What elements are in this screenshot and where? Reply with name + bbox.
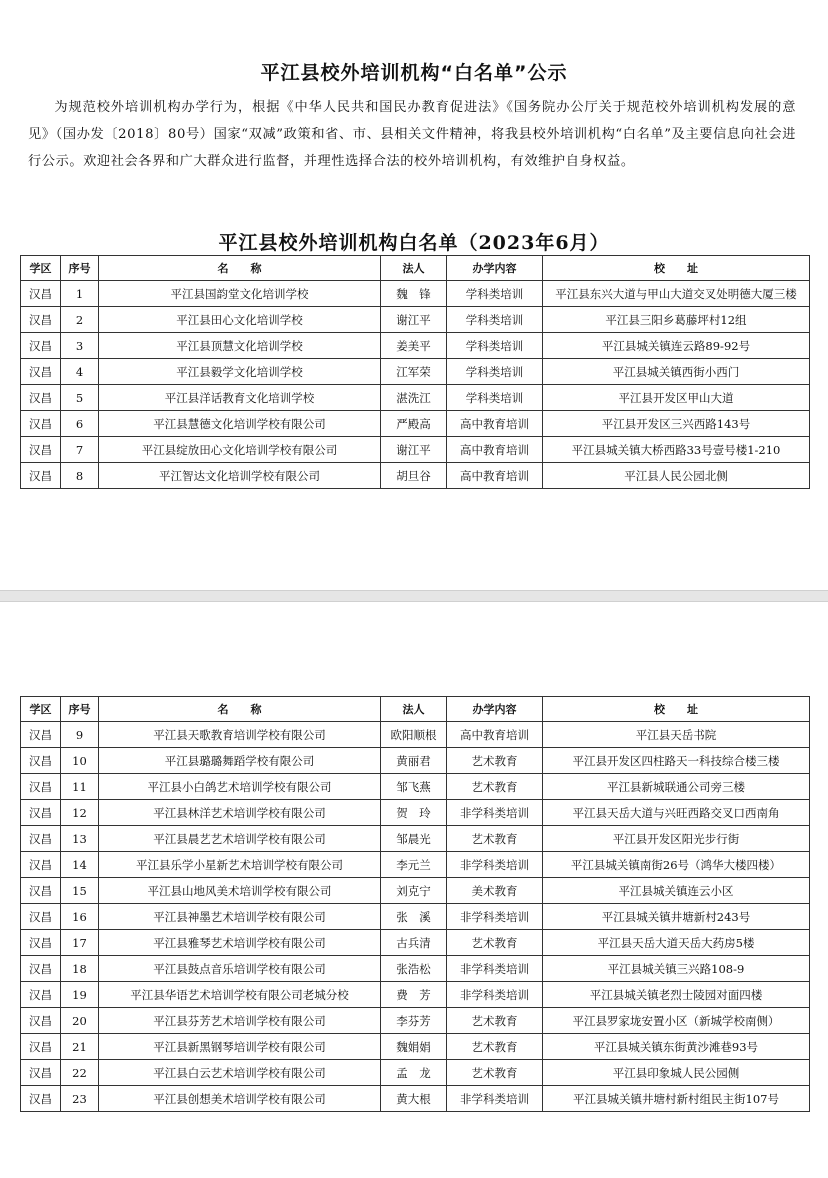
cell-district: 汉昌 [21,1086,61,1112]
cell-address: 平江县城关镇井塘新村243号 [543,904,810,930]
cell-legal: 张 溪 [381,904,447,930]
cell-content: 非学科类培训 [447,904,543,930]
cell-name: 平江县毅学文化培训学校 [99,359,381,385]
cell-address: 平江县新城联通公司旁三楼 [543,774,810,800]
cell-address: 平江县城关镇连云路89-92号 [543,333,810,359]
cell-name: 平江县雅琴艺术培训学校有限公司 [99,930,381,956]
cell-district: 汉昌 [21,281,61,307]
cell-address: 平江县三阳乡葛藤坪村12组 [543,307,810,333]
table-row [21,437,810,463]
cell-district: 汉昌 [21,878,61,904]
cell-name: 平江县神墨艺术培训学校有限公司 [99,904,381,930]
cell-no: 8 [61,463,99,489]
cell-district: 汉昌 [21,748,61,774]
cell-content: 非学科类培训 [447,956,543,982]
cell-address: 平江县城关镇西街小西门 [543,359,810,385]
cell-legal: 邹飞燕 [381,774,447,800]
table-row [21,722,810,748]
whitelist-table-1 [20,255,810,489]
cell-name: 平江县小白鸽艺术培训学校有限公司 [99,774,381,800]
cell-legal: 江军荣 [381,359,447,385]
cell-content: 非学科类培训 [447,800,543,826]
cell-legal: 湛洗江 [381,385,447,411]
cell-no: 5 [61,385,99,411]
header-content: 办学内容 [447,697,543,722]
cell-no: 7 [61,437,99,463]
cell-legal: 孟 龙 [381,1060,447,1086]
cell-content: 学科类培训 [447,359,543,385]
cell-name: 平江县乐学小星新艺术培训学校有限公司 [99,852,381,878]
cell-content: 艺术教育 [447,1008,543,1034]
cell-district: 汉昌 [21,904,61,930]
table-row [21,774,810,800]
cell-legal: 张浩松 [381,956,447,982]
cell-name: 平江县创想美术培训学校有限公司 [99,1086,381,1112]
notice-title: 平江县校外培训机构“白名单”公示 [260,62,568,84]
cell-content: 艺术教育 [447,1034,543,1060]
cell-legal: 黄大根 [381,1086,447,1112]
table-row [21,463,810,489]
table-row [21,904,810,930]
cell-legal: 刘克宁 [381,878,447,904]
cell-content: 艺术教育 [447,930,543,956]
table-row [21,982,810,1008]
cell-content: 美术教育 [447,878,543,904]
cell-address: 平江县天岳书院 [543,722,810,748]
cell-no: 12 [61,800,99,826]
cell-district: 汉昌 [21,800,61,826]
table-row [21,748,810,774]
cell-content: 高中教育培训 [447,411,543,437]
cell-legal: 胡旦谷 [381,463,447,489]
cell-no: 1 [61,281,99,307]
cell-name: 平江智达文化培训学校有限公司 [99,463,381,489]
cell-content: 非学科类培训 [447,852,543,878]
table-header-row [21,256,810,281]
cell-legal: 贺 玲 [381,800,447,826]
table-row [21,800,810,826]
table-row [21,281,810,307]
header-address: 校 址 [543,697,810,722]
cell-address: 平江县城关镇东街黄沙滩巷93号 [543,1034,810,1060]
cell-district: 汉昌 [21,359,61,385]
cell-no: 20 [61,1008,99,1034]
cell-address: 平江县城关镇老烈士陵园对面四楼 [543,982,810,1008]
cell-no: 3 [61,333,99,359]
cell-name: 平江县璐璐舞蹈学校有限公司 [99,748,381,774]
cell-district: 汉昌 [21,385,61,411]
cell-address: 平江县印象城人民公园侧 [543,1060,810,1086]
cell-no: 6 [61,411,99,437]
cell-no: 11 [61,774,99,800]
cell-name: 平江县芬芳艺术培训学校有限公司 [99,1008,381,1034]
cell-legal: 严殿高 [381,411,447,437]
cell-name: 平江县山地风美术培训学校有限公司 [99,878,381,904]
document-page-2 [0,602,828,1178]
cell-legal: 魏 锋 [381,281,447,307]
cell-district: 汉昌 [21,774,61,800]
cell-no: 13 [61,826,99,852]
cell-district: 汉昌 [21,463,61,489]
whitelist-title: 平江县校外培训机构白名单（2023年6月） [218,232,610,254]
cell-address: 平江县开发区甲山大道 [543,385,810,411]
cell-district: 汉昌 [21,826,61,852]
table-row [21,333,810,359]
header-name: 名 称 [99,697,381,722]
cell-legal: 姜美平 [381,333,447,359]
table-row [21,1034,810,1060]
cell-name: 平江县林洋艺术培训学校有限公司 [99,800,381,826]
cell-no: 19 [61,982,99,1008]
cell-district: 汉昌 [21,333,61,359]
cell-name: 平江县鼓点音乐培训学校有限公司 [99,956,381,982]
header-legal: 法人 [381,697,447,722]
table-row [21,956,810,982]
header-no: 序号 [61,697,99,722]
cell-no: 4 [61,359,99,385]
table-row [21,878,810,904]
cell-district: 汉昌 [21,1060,61,1086]
cell-no: 17 [61,930,99,956]
cell-no: 22 [61,1060,99,1086]
cell-legal: 李芬芳 [381,1008,447,1034]
table-row [21,1008,810,1034]
cell-content: 艺术教育 [447,826,543,852]
cell-name: 平江县慧德文化培训学校有限公司 [99,411,381,437]
header-no: 序号 [61,256,99,281]
cell-content: 艺术教育 [447,1060,543,1086]
cell-no: 14 [61,852,99,878]
cell-address: 平江县城关镇三兴路108-9 [543,956,810,982]
cell-legal: 古兵清 [381,930,447,956]
cell-no: 15 [61,878,99,904]
cell-name: 平江县国韵堂文化培训学校 [99,281,381,307]
cell-name: 平江县顶慧文化培训学校 [99,333,381,359]
cell-district: 汉昌 [21,982,61,1008]
cell-legal: 费 芳 [381,982,447,1008]
table-row [21,307,810,333]
cell-name: 平江县晨艺艺术培训学校有限公司 [99,826,381,852]
header-address: 校 址 [543,256,810,281]
cell-content: 艺术教育 [447,774,543,800]
header-district: 学区 [21,256,61,281]
cell-address: 平江县天岳大道与兴旺西路交叉口西南角 [543,800,810,826]
header-content: 办学内容 [447,256,543,281]
cell-address: 平江县城关镇连云小区 [543,878,810,904]
table-row [21,359,810,385]
cell-no: 23 [61,1086,99,1112]
cell-address: 平江县开发区四柱路天一科技综合楼三楼 [543,748,810,774]
cell-legal: 李元兰 [381,852,447,878]
cell-address: 平江县开发区阳光步行街 [543,826,810,852]
cell-district: 汉昌 [21,411,61,437]
cell-address: 平江县罗家垅安置小区（新城学校南侧） [543,1008,810,1034]
cell-district: 汉昌 [21,722,61,748]
table-row [21,385,810,411]
cell-no: 21 [61,1034,99,1060]
cell-name: 平江县绽放田心文化培训学校有限公司 [99,437,381,463]
page-separator [0,590,828,602]
cell-name: 平江县华语艺术培训学校有限公司老城分校 [99,982,381,1008]
cell-district: 汉昌 [21,852,61,878]
cell-name: 平江县田心文化培训学校 [99,307,381,333]
table-row [21,852,810,878]
cell-district: 汉昌 [21,930,61,956]
cell-legal: 魏娟娟 [381,1034,447,1060]
cell-content: 非学科类培训 [447,1086,543,1112]
cell-content: 高中教育培训 [447,463,543,489]
cell-content: 学科类培训 [447,281,543,307]
cell-address: 平江县城关镇南街26号（鸿华大楼四楼） [543,852,810,878]
cell-legal: 谢江平 [381,307,447,333]
notice-body: 为规范校外培训机构办学行为，根据《中华人民共和国民办教育促进法》《国务院办公厅关于规范校外培训机构发展的意见》（国办发〔2018〕80号）国家“双减”政策和省、市、县相关文件精神，将我县校外培训机构“白名单”及主要信息向社会进行公示。欢迎社会各界和广大群众进行监督，并理性选择合法的校外培训机构，有效维护自身权益。 [28,100,796,169]
cell-legal: 邹晨光 [381,826,447,852]
cell-address: 平江县天岳大道天岳大药房5楼 [543,930,810,956]
cell-legal: 黄丽君 [381,748,447,774]
cell-address: 平江县开发区三兴西路143号 [543,411,810,437]
header-legal: 法人 [381,256,447,281]
cell-district: 汉昌 [21,307,61,333]
table-row [21,1086,810,1112]
table-row [21,930,810,956]
cell-no: 10 [61,748,99,774]
whitelist-table-2 [20,696,810,1112]
cell-content: 高中教育培训 [447,437,543,463]
cell-legal: 谢江平 [381,437,447,463]
cell-no: 2 [61,307,99,333]
cell-content: 学科类培训 [447,307,543,333]
cell-district: 汉昌 [21,1034,61,1060]
cell-address: 平江县城关镇大桥西路33号壹号楼1-210 [543,437,810,463]
cell-content: 艺术教育 [447,748,543,774]
cell-address: 平江县东兴大道与甲山大道交叉处明德大厦三楼 [543,281,810,307]
cell-content: 高中教育培训 [447,722,543,748]
cell-name: 平江县天歌教育培训学校有限公司 [99,722,381,748]
cell-content: 非学科类培训 [447,982,543,1008]
cell-district: 汉昌 [21,437,61,463]
cell-no: 16 [61,904,99,930]
cell-name: 平江县白云艺术培训学校有限公司 [99,1060,381,1086]
cell-address: 平江县人民公园北侧 [543,463,810,489]
cell-content: 学科类培训 [447,385,543,411]
cell-address: 平江县城关镇井塘村新村组民主街107号 [543,1086,810,1112]
cell-name: 平江县新黑钢琴培训学校有限公司 [99,1034,381,1060]
table-header-row [21,697,810,722]
table-row [21,411,810,437]
cell-legal: 欧阳顺根 [381,722,447,748]
cell-no: 18 [61,956,99,982]
cell-district: 汉昌 [21,1008,61,1034]
header-district: 学区 [21,697,61,722]
cell-content: 学科类培训 [447,333,543,359]
table-row [21,1060,810,1086]
cell-no: 9 [61,722,99,748]
cell-district: 汉昌 [21,956,61,982]
table-row [21,826,810,852]
header-name: 名 称 [99,256,381,281]
cell-name: 平江县洋话教育文化培训学校 [99,385,381,411]
